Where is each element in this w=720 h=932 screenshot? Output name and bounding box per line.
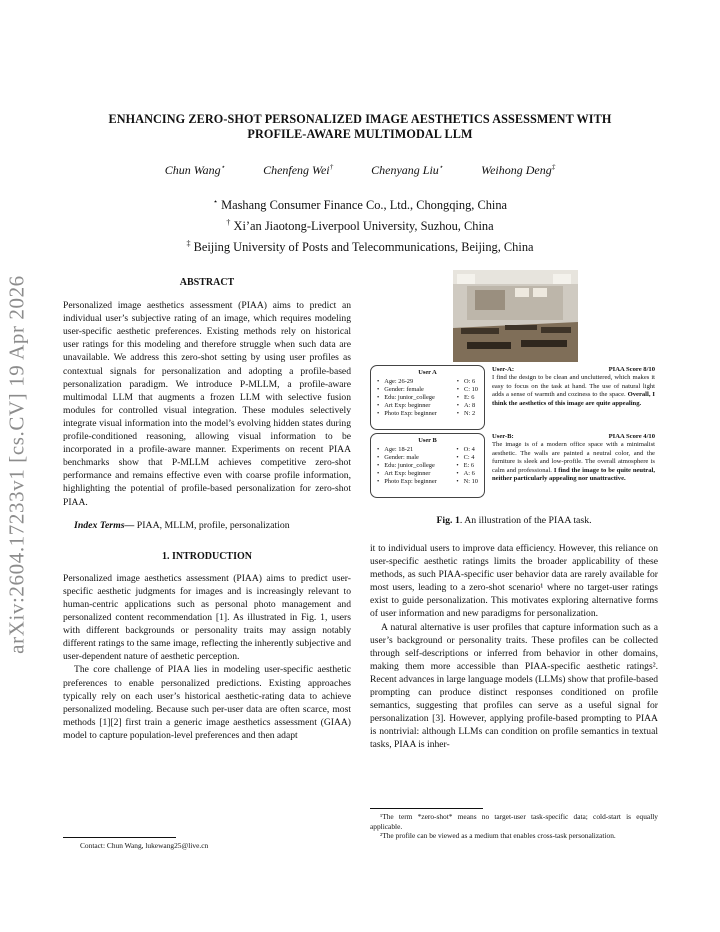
intro-paragraph-2: The core challenge of PIAA lies in modeling user-specific aesthetic preferences to enable personalized predictions. Existing approaches typically rely on each user’s historical aesthetic-rating data to achieve personalized modeling. Because such per-user data are often scarce, most methods [1][2] first train a generic image aesthetics assessment (GIAA) model to capture population-level preferences and then adapt bbox=[63, 664, 351, 741]
arxiv-stamp: arXiv:2604.17233v1 [cs.CV] 19 Apr 2026 bbox=[4, 275, 29, 654]
user-b-review-text: The image is of a modern office space with a minimalist aesthetic. The walls are painted a neutral color, and the furniture is sleek and low-profile. The overall atmosphere is calm and professional. bbox=[492, 441, 655, 474]
user-b-verdict: I find the image to be quite neutral, neither particularly appealing nor unattractive. bbox=[492, 466, 655, 483]
user-a-title: User A bbox=[418, 369, 437, 376]
author-list bbox=[60, 163, 660, 178]
left-column bbox=[63, 276, 351, 742]
user-b-title: User B bbox=[418, 437, 437, 444]
footnote-rule bbox=[370, 808, 483, 809]
title-line-1: ENHANCING ZERO-SHOT PERSONALIZED IMAGE AESTHETICS ASSESSMENT WITH bbox=[108, 112, 612, 126]
user-b-score: PIAA Score 4/10 bbox=[608, 433, 655, 440]
user-a-label: User-A: bbox=[492, 366, 515, 373]
footnote-rule bbox=[63, 837, 176, 838]
footnote-1: ¹The term *zero-shot* means no target-user task-specific data; cold-start is equally applicable. bbox=[370, 812, 658, 831]
user-a-verdict: Overall, I think the aesthetics of this image are quite appealing. bbox=[492, 391, 655, 407]
user-a-demographics: • Age: 26-29 • Gender: female • Edu: junior_college • Art Exp: beginner • Photo Exp: beginner bbox=[377, 378, 437, 418]
affiliation: ‡ Beijing University of Posts and Telecommunications, Beijing, China bbox=[186, 239, 534, 255]
user-b-review bbox=[492, 433, 655, 483]
author: Chun Wang⋆ bbox=[164, 163, 226, 177]
contact-footnote: Contact: Chun Wang, lukewang25@live.cn bbox=[80, 841, 209, 850]
user-a-personality: • O: 6 • C: 10 • E: 6 • A: 8 • N: 2 bbox=[457, 378, 478, 418]
figure-caption bbox=[370, 515, 658, 526]
title-line-2: PROFILE-AWARE MULTIMODAL LLM bbox=[247, 127, 473, 141]
affiliation-list bbox=[60, 193, 660, 256]
user-b-profile-card bbox=[370, 433, 485, 498]
user-a-review bbox=[492, 366, 655, 408]
affiliation: † Xi’an Jiaotong-Liverpool University, Suzhou, China bbox=[226, 218, 494, 234]
footnote-2: ²The profile can be viewed as a medium that enables cross-task personalization. bbox=[380, 831, 616, 841]
index-terms-text: PIAA, MLLM, profile, personalization bbox=[136, 519, 290, 531]
author: Weihong Deng‡ bbox=[481, 163, 556, 177]
user-a-profile-card bbox=[370, 365, 485, 430]
user-b-demographics: • Age: 18-21 • Gender: male • Edu: junior_college • Art Exp: beginner • Photo Exp: beginner bbox=[377, 446, 437, 486]
user-b-personality: • O: 4 • C: 4 • E: 6 • A: 6 • N: 10 bbox=[456, 446, 478, 486]
index-terms-label: Index Terms— bbox=[74, 519, 135, 531]
right-column bbox=[370, 542, 658, 752]
abstract-text: Personalized image aesthetics assessment (PIAA) aims to predict an individual user’s subjective rating of an image, which requires modeling user-specific aesthetic preferences. Existing methods rely on historical user ratings for this modeling and therefore struggle when such data are unavailable. We address this zero-shot setting by using user profiles as contextual signals for personalization and adopting a profile-based personalization paradigm. We introduce P-MLLM, a profile-aware multimodal LLM that augments a frozen LLM with selective fusion modules for controlled visual integration. These modules selectively integrate visual information into the model’s evolving hidden states during profile-conditioned reasoning, allowing visual information to be incorporated in a profile-aware manner. Experiments on recent PIAA benchmarks show that P-MLLM achieves competitive zero-shot performance and remains effective even with coarse profile information, highlighting the potential of profile-based personalization for zero-shot PIAA. bbox=[63, 300, 351, 508]
abstract-heading: ABSTRACT bbox=[179, 277, 235, 288]
affiliation: ⋆ Mashang Consumer Finance Co., Ltd., Chongqing, China bbox=[212, 197, 508, 213]
user-a-score: PIAA Score 8/10 bbox=[608, 366, 655, 373]
footnotes bbox=[370, 812, 658, 841]
author: Chenfeng Wei† bbox=[263, 163, 334, 177]
intro-heading: 1. INTRODUCTION bbox=[161, 550, 252, 562]
paper-title bbox=[60, 112, 660, 142]
index-terms bbox=[63, 519, 351, 532]
office-photo bbox=[453, 270, 578, 362]
figure-caption-text: . An illustration of the PIAA task. bbox=[459, 515, 592, 526]
right-paragraph-1: it to individual users to improve data efficiency. However, this reliance on user-specific aesthetic ratings limits the broader applicability of these methods, as such PIAA-specific user behavior data are rarely available for most users, leading to a zero-shot scenario¹ where no target-user ratings exist to guide personalization. This motivates exploring alternative forms of user information and new paradigms for personalization. bbox=[370, 543, 658, 620]
figure-label: Fig. 1 bbox=[436, 515, 460, 526]
user-a-review-text: I find the design to be clean and uncluttered, which makes it easy to focus on the task at hand. The use of natural light adds a sense of warmth and coziness to the space. bbox=[492, 374, 655, 399]
intro-paragraph-1: Personalized image aesthetics assessment (PIAA) aims to predict user-specific aesthetic judgments for images and is increasingly relevant to human-centric applications such as personal photo management and personalized content recommendation [1]. As illustrated in Fig. 1, users with different backgrounds or personality traits may assign notably different ratings to the same image, reflecting the inherently subjective and user-dependent nature of aesthetic perception. bbox=[63, 572, 351, 663]
user-b-label: User-B: bbox=[492, 433, 514, 440]
right-paragraph-2: A natural alternative is user profiles that capture information such as a user’s background or personality traits. These profiles can be collected through self-descriptions or inferred from behavior in other domains, making them more accessible than PIAA-specific aesthetic ratings². Recent advances in large language models (LLMs) show that profile-based prompting can produce distinct responses conditioned on profile semantics, suggesting that profiles can serve as a useful signal for personalization [3]. However, applying profile-based prompting to PIAA is nontrivial: although LLMs can condition on profile semantics in textual tasks, PIAA is inher- bbox=[370, 621, 658, 751]
author: Chenyang Liu⋆ bbox=[371, 163, 444, 177]
